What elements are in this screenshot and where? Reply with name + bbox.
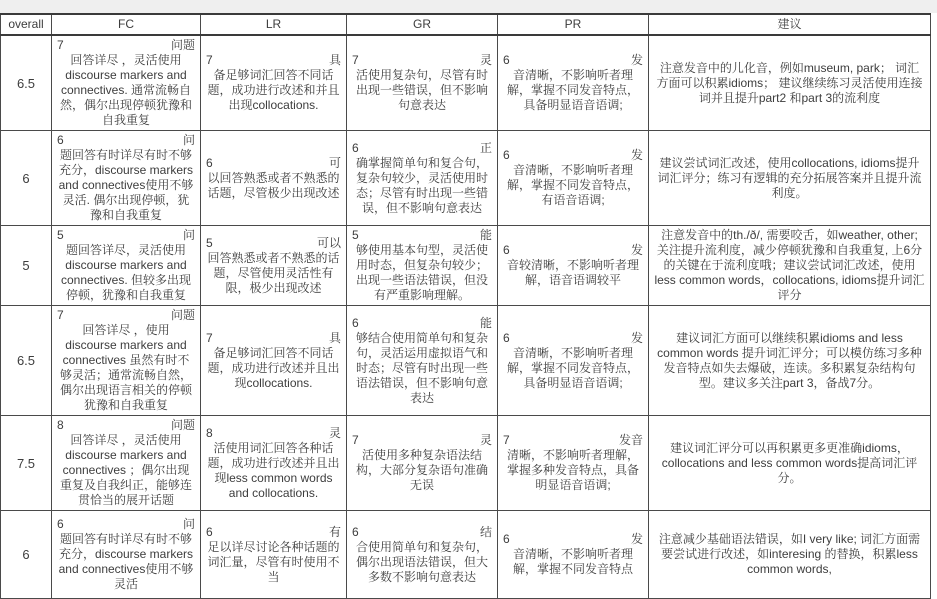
gr-lead-text: 灵	[479, 53, 492, 67]
advice-cell: 建议尝试词汇改述，使用collocations, idioms提升词汇评分；练习有逻辑的充分拓展答案并且提升流利度。	[649, 131, 931, 226]
pr-lead-text: 发	[630, 532, 643, 546]
fc-lead-text: 问题	[170, 418, 195, 432]
pr-cell	[498, 226, 649, 306]
fc-score: 6	[57, 133, 64, 147]
fc-lead-text: 问	[182, 517, 195, 531]
lr-score: 7	[206, 330, 213, 345]
gr-lead-text: 能	[479, 315, 492, 330]
table-row	[1, 35, 931, 131]
table-row	[1, 511, 931, 599]
pr-description: 音较清晰，不影响听者理解，语音语调较平	[506, 258, 639, 287]
overall-score: 6	[1, 511, 52, 599]
lr-description: 活使用词汇回答各种话题，成功进行改述并且出现less common words and collocations.	[207, 440, 340, 500]
lr-score: 6	[206, 155, 213, 170]
pr-score: 6	[503, 532, 510, 546]
lr-lead-text: 灵	[328, 425, 341, 440]
gr-score: 6	[352, 140, 359, 155]
pr-cell	[498, 306, 649, 416]
fc-description: 题回答有时详尽有时不够充分，discourse markers and connectives使用不够灵活. 偶尔出现停顿，犹豫和自我重复	[58, 148, 194, 222]
fc-description: 题回答有时详尽有时不够充分，discourse markers and connectives使用不够灵活	[58, 532, 194, 591]
header-fc: FC	[52, 14, 201, 35]
fc-lead-text: 问	[182, 133, 195, 147]
pr-cell	[498, 511, 649, 599]
lr-description: 备足够词汇回答不同话题，成功进行改述和并且出现collocations.	[207, 68, 340, 112]
fc-score: 7	[57, 308, 64, 322]
fc-lead-text: 问	[182, 228, 195, 242]
pr-lead-text: 发	[630, 330, 643, 345]
lr-score: 6	[206, 524, 213, 539]
header-pr: PR	[498, 14, 649, 35]
lr-cell	[201, 226, 347, 306]
gr-score: 6	[352, 315, 359, 330]
gr-cell	[347, 511, 498, 599]
gr-lead-text: 能	[479, 228, 492, 242]
pr-score: 6	[503, 330, 510, 345]
pr-description: 音清晰，不影响听者理解，掌握不同发音特点	[512, 547, 633, 576]
header-advice: 建议	[649, 14, 931, 35]
lr-cell	[201, 416, 347, 511]
table-row	[1, 226, 931, 306]
gr-lead-text: 灵	[479, 433, 492, 447]
header-lr: LR	[201, 14, 347, 35]
gr-description: 确掌握简单句和复合句，复杂句较少，灵活使用时态；尽管有时出现一些错误，但不影响句意表达	[355, 155, 488, 215]
lr-lead-text: 可	[328, 155, 341, 170]
header-row	[1, 14, 931, 35]
fc-description: 回答详尽 ，灵活使用discourse markers and connectives. 通常流畅自然，偶尔出现停顿犹豫和自我重复	[59, 53, 192, 127]
gr-score: 6	[352, 524, 359, 539]
pr-lead-text: 发	[630, 148, 643, 162]
advice-cell: 建议词汇方面可以继续积累idioms and less common words 提升词汇评分；可以模仿练习多种发音特点如失去爆破，连读。多积累复杂结构句型。建议多关注part 3，备战7分。	[649, 306, 931, 416]
gr-cell	[347, 226, 498, 306]
gr-description: 合使用简单句和复杂句，偶尔出现语法错误，但大多数不影响句意表达	[355, 539, 488, 584]
lr-cell	[201, 35, 347, 131]
lr-lead-text: 可以	[316, 235, 341, 250]
pr-lead-text: 发	[630, 53, 643, 67]
pr-cell	[498, 35, 649, 131]
header-gr: GR	[347, 14, 498, 35]
pr-cell	[498, 416, 649, 511]
lr-description: 以回答熟悉或者不熟悉的话题，尽管极少出现改述	[207, 170, 340, 200]
pr-cell	[498, 131, 649, 226]
fc-description: 回答详尽 ，灵活使用discourse markers and connectives ；偶尔出现重复及自我纠正，能够连贯恰当的展开话题	[59, 433, 192, 507]
pr-score: 7	[503, 433, 510, 447]
lr-cell	[201, 306, 347, 416]
pr-score: 6	[503, 148, 510, 162]
pr-description: 音清晰，不影响听者理解，掌握不同发音特点，具备明显语音语调;	[506, 345, 639, 390]
gr-lead-text: 结	[479, 524, 492, 539]
advice-cell: 注意发音中的th./ð/, 需要咬舌，如weather, other; 关注提升流利度，减少停顿犹豫和自我重复, 上6分的关键在于流利度哦；建议尝试词汇改述，使用less common words，collocations, idioms提升词汇评分	[649, 226, 931, 306]
overall-score: 6	[1, 131, 52, 226]
table-row	[1, 131, 931, 226]
lr-score: 5	[206, 235, 213, 250]
gr-cell	[347, 416, 498, 511]
pr-description: 清晰，不影响听者理解，掌握多种发音特点，具备明显语音语调;	[506, 448, 639, 492]
pr-score: 6	[503, 243, 510, 257]
fc-cell	[52, 306, 201, 416]
fc-cell	[52, 226, 201, 306]
fc-score: 5	[57, 228, 64, 242]
lr-description: 足以详尽讨论各种话题的词汇量，尽管有时使用不当	[207, 539, 340, 584]
fc-cell	[52, 511, 201, 599]
overall-score: 5	[1, 226, 52, 306]
lr-cell	[201, 131, 347, 226]
gr-score: 7	[352, 433, 359, 447]
lr-cell	[201, 511, 347, 599]
gr-lead-text: 正	[479, 140, 492, 155]
lr-description: 回答熟悉或者不熟悉的话题，尽管使用灵活性有限，极少出现改述	[207, 250, 340, 295]
gr-description: 活使用多种复杂语法结构，大部分复杂语句准确无误	[355, 448, 488, 492]
fc-cell	[52, 416, 201, 511]
lr-score: 7	[206, 53, 213, 67]
pr-score: 6	[503, 53, 510, 67]
lr-lead-text: 有	[328, 524, 341, 539]
overall-score: 7.5	[1, 416, 52, 511]
advice-cell: 注意发音中的儿化音，例如museum, park； 词汇方面可以积累idioms； 建议继续练习灵活使用连接词并且提升part2 和part 3的流利度	[649, 35, 931, 131]
fc-lead-text: 问题	[170, 38, 195, 52]
gr-cell	[347, 35, 498, 131]
gr-score: 7	[352, 53, 359, 67]
header-overall: overall	[1, 14, 52, 35]
table-row	[1, 416, 931, 511]
fc-description: 回答详尽 ，使用discourse markers and connectives 虽然有时不够灵活；通常流畅自然，偶尔出现语言相关的停顿犹豫和自我重复	[59, 323, 192, 412]
gr-description: 活使用复杂句，尽管有时出现一些错误，但不影响句意表达	[355, 68, 488, 112]
gr-description: 够使用基本句型，灵活使用时态，但复杂句较少；出现一些语法错误，但没有严重影响理解。	[355, 243, 488, 302]
fc-cell	[52, 131, 201, 226]
lr-score: 8	[206, 425, 213, 440]
fc-score: 7	[57, 38, 64, 52]
fc-score: 8	[57, 418, 64, 432]
gr-score: 5	[352, 228, 359, 242]
lr-description: 备足够词汇回答不同话题，成功进行改述并且出现collocations.	[207, 345, 340, 390]
lr-lead-text: 具	[328, 330, 341, 345]
pr-lead-text: 发音	[618, 433, 643, 447]
overall-score: 6.5	[1, 306, 52, 416]
gr-cell	[347, 131, 498, 226]
pr-description: 音清晰，不影响听者理解，掌握不同发音特点，有语音语调;	[506, 163, 639, 207]
gr-cell	[347, 306, 498, 416]
advice-cell: 建议词汇评分可以再积累更多更准确idioms， collocations and less common words提高词汇评分。	[649, 416, 931, 511]
pr-description: 音清晰，不影响听者理解，掌握不同发音特点，具备明显语音语调;	[506, 68, 639, 112]
table-row	[1, 306, 931, 416]
fc-score: 6	[57, 517, 64, 531]
ielts-speaking-rubric-table	[0, 13, 931, 599]
pr-lead-text: 发	[630, 243, 643, 257]
top-strip	[0, 0, 937, 13]
overall-score: 6.5	[1, 35, 52, 131]
gr-description: 够结合使用简单句和复杂句，灵活运用虚拟语气和时态；尽管有时出现一些语法错误，但不影响句意表达	[355, 330, 488, 405]
lr-lead-text: 具	[328, 53, 341, 67]
fc-lead-text: 问题	[170, 308, 195, 322]
fc-cell	[52, 35, 201, 131]
advice-cell: 注意减少基础语法错误，如I very like; 词汇方面需要尝试进行改述，如interesing 的替换，积累less common words,	[649, 511, 931, 599]
fc-description: 题回答详尽，灵活使用discourse markers and connectives. 但较多出现停顿，犹豫和自我重复	[60, 243, 192, 302]
